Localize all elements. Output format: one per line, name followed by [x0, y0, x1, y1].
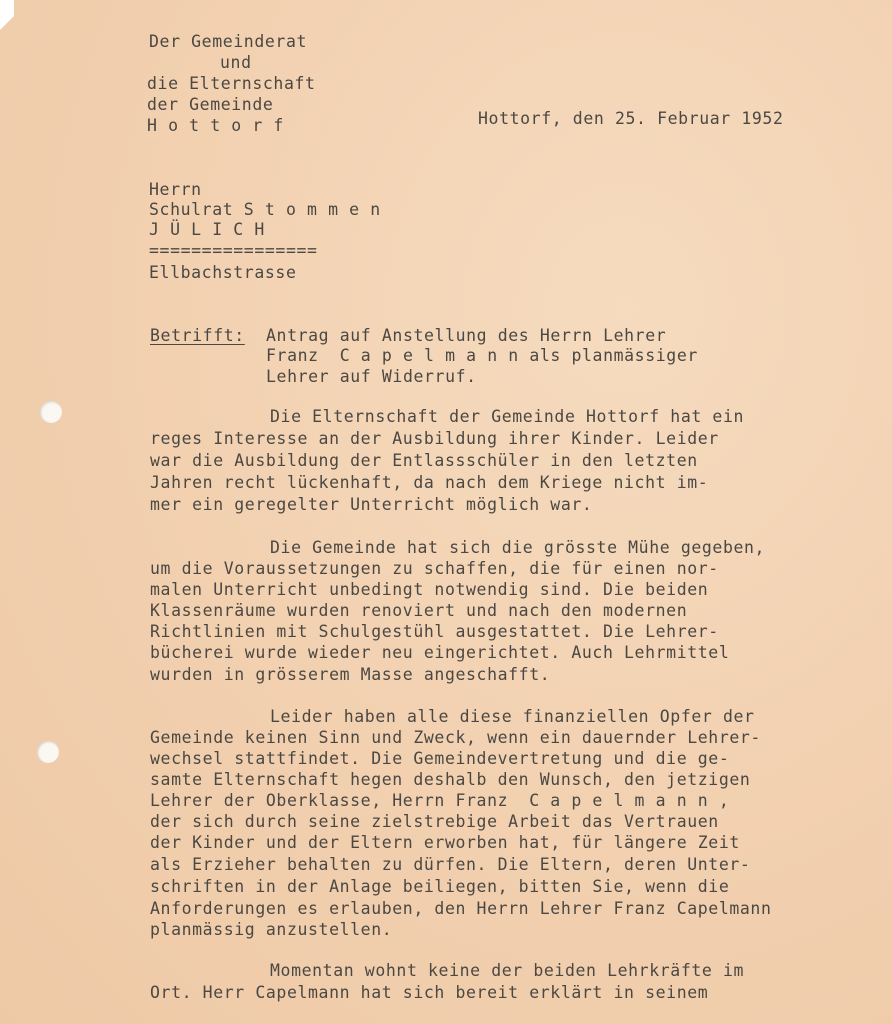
- sender-line: und: [220, 53, 252, 72]
- sender-village: H o t t o r f: [147, 116, 284, 135]
- body-line: als Erzieher behalten zu dürfen. Die Eltern, deren Unter-: [150, 855, 751, 874]
- body-line: mer ein geregelter Unterricht möglich war.: [150, 495, 593, 514]
- subject-line: Franz C a p e l m a n n als planmässiger: [266, 346, 698, 365]
- body-line: wechsel stattfindet. Die Gemeindevertretung und die ge-: [150, 749, 730, 768]
- sender-line: Der Gemeinderat: [149, 32, 308, 51]
- place-date: Hottorf, den 25. Februar 1952: [478, 109, 784, 128]
- punch-hole-bottom: [37, 741, 59, 763]
- body-line: war die Ausbildung der Entlassschüler in den letzten: [150, 451, 698, 470]
- body-line: der sich durch seine zielstrebige Arbeit das Vertrauen: [150, 812, 719, 831]
- punch-hole-top: [40, 401, 62, 423]
- recipient-name: Schulrat S t o m m e n: [149, 200, 381, 219]
- torn-corner: [0, 0, 14, 60]
- body-line: um die Voraussetzungen zu schaffen, die für einen nor-: [150, 559, 719, 578]
- body-line: Lehrer der Oberklasse, Herrn Franz C a p e l m a n n ,: [150, 791, 730, 810]
- subject-label: Betrifft:: [150, 326, 245, 345]
- body-line: Leider haben alle diese finanziellen Opfer der: [270, 707, 755, 726]
- body-line: bücherei wurde wieder neu eingerichtet. Auch Lehrmittel: [150, 643, 730, 662]
- body-line: Richtlinien mit Schulgestühl ausgestattet. Die Lehrer-: [150, 622, 719, 641]
- recipient-salutation: Herrn: [149, 180, 202, 199]
- body-line: Jahren recht lückenhaft, da nach dem Kriege nicht im-: [150, 473, 709, 492]
- body-line: Die Gemeinde hat sich die grösste Mühe gegeben,: [270, 538, 766, 557]
- body-line: Anforderungen es erlauben, den Herrn Lehrer Franz Capelmann: [150, 899, 772, 918]
- body-line: Die Elternschaft der Gemeinde Hottorf hat ein: [270, 407, 745, 426]
- body-line: Ort. Herr Capelmann hat sich bereit erklärt in seinem: [150, 983, 709, 1002]
- body-line: Klassenräume wurden renoviert und nach den modernen: [150, 601, 688, 620]
- recipient-rule: ================: [149, 241, 318, 260]
- body-line: samte Elternschaft hegen deshalb den Wunsch, den jetzigen: [150, 770, 751, 789]
- body-line: wurden in grösserem Masse angeschafft.: [150, 665, 551, 684]
- sender-line: die Elternschaft: [147, 74, 316, 93]
- body-line: Gemeinde keinen Sinn und Zweck, wenn ein dauernder Lehrer-: [150, 728, 761, 747]
- recipient-street: Ellbachstrasse: [149, 263, 297, 282]
- body-line: der Kinder und der Eltern erworben hat, für längere Zeit: [150, 833, 740, 852]
- body-line: planmässig anzustellen.: [150, 920, 393, 939]
- sender-line: der Gemeinde: [147, 95, 274, 114]
- body-line: malen Unterricht unbedingt notwendig sind. Die beiden: [150, 580, 709, 599]
- body-line: schriften in der Anlage beiliegen, bitten Sie, wenn die: [150, 877, 730, 896]
- subject-line: Lehrer auf Widerruf.: [266, 367, 477, 386]
- recipient-city: J Ü L I C H: [149, 220, 265, 239]
- subject-line: Antrag auf Anstellung des Herrn Lehrer: [266, 326, 667, 345]
- body-line: Momentan wohnt keine der beiden Lehrkräfte im: [270, 961, 745, 980]
- body-line: reges Interesse an der Ausbildung ihrer Kinder. Leider: [150, 429, 719, 448]
